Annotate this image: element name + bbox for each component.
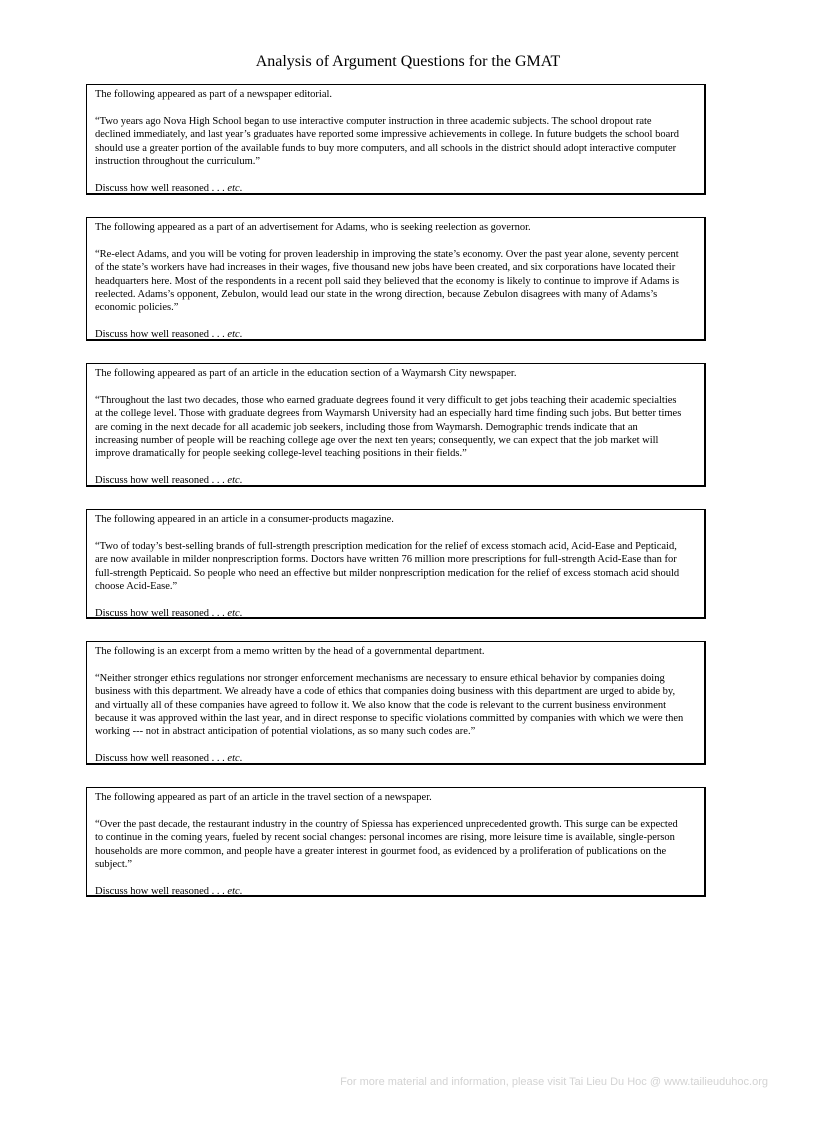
question-box bbox=[86, 84, 706, 195]
spacer bbox=[95, 101, 696, 114]
discuss-text: Discuss how well reasoned . . . bbox=[95, 182, 225, 194]
etc-text: etc bbox=[227, 753, 240, 765]
discuss-text: Discuss how well reasoned . . . bbox=[95, 753, 225, 765]
etc-text: etc bbox=[227, 885, 240, 897]
etc-text: etc bbox=[227, 329, 240, 341]
question-intro: The following appeared as part of an article in the travel section of a newspaper. bbox=[95, 792, 432, 803]
discuss-instruction: Discuss how well reasoned . . . etc. bbox=[95, 885, 243, 897]
spacer bbox=[95, 461, 696, 474]
question-intro: The following is an excerpt from a memo written by the head of a governmental department. bbox=[95, 646, 485, 657]
page-title: Analysis of Argument Questions for the GMAT bbox=[255, 53, 561, 70]
question-list bbox=[86, 84, 706, 919]
spacer bbox=[95, 871, 696, 884]
discuss-instruction: Discuss how well reasoned . . . etc. bbox=[95, 753, 243, 765]
spacer bbox=[95, 593, 696, 606]
question-box bbox=[86, 363, 706, 487]
question-box bbox=[86, 509, 706, 619]
discuss-text: Discuss how well reasoned . . . bbox=[95, 475, 225, 487]
spacer bbox=[95, 739, 696, 752]
discuss-instruction: Discuss how well reasoned . . . etc. bbox=[95, 475, 243, 487]
discuss-text: Discuss how well reasoned . . . bbox=[95, 607, 225, 619]
spacer bbox=[95, 658, 696, 671]
spacer bbox=[95, 234, 696, 247]
argument-text: “Neither stronger ethics regulations nor stronger enforcement mechanisms are necessary to ensure ethical behavior by companies doing business with this department. We already have a code of ethics that companies doing business with this department are urged to abide by, and virtually all of these companies have agreed to follow it. We also know that the code is relevant to the current business environment because it was approved within the last year, and in direct response to specific violations committed by companies with which we were then working --- not in abstract anticipation of potential violations, as so many such codes are.” bbox=[95, 672, 684, 738]
spacer bbox=[95, 526, 696, 539]
etc-text: etc bbox=[227, 607, 240, 619]
argument-text: “Re-elect Adams, and you will be voting for proven leadership in improving the state’s economy. Over the past year alone, seventy percent of the state’s workers have had increases in their wages, five thousand new jobs have been created, and six corporations have located their headquarters here. Most of the respondents in a recent poll said they believed that the economy is likely to continue to improve if Adams is reelected. Adams’s opponent, Zebulon, would lead our state in the wrong direction, because Zebulon disagrees with many of Adams’s economic policies.” bbox=[95, 248, 680, 314]
argument-text: “Over the past decade, the restaurant industry in the country of Spiessa has experienced unprecedented growth. This surge can be expected to continue in the coming years, fueled by recent social changes: personal incomes are rising, more leisure time is available, single-person households are more common, and people have a greater interest in gourmet food, as evidenced by a proliferation of publications on the subject.” bbox=[95, 818, 678, 871]
question-box bbox=[86, 787, 706, 897]
question-intro: The following appeared as part of an article in the education section of a Waymarsh City newspaper. bbox=[95, 368, 517, 379]
argument-text: “Two years ago Nova High School began to use interactive computer instruction in three academic subjects. The school dropout rate declined immediately, and last year’s graduates have reported some impressive achievements in college. In future budgets the school board should use a greater portion of the available funds to buy more computers, and all schools in the district should adopt interactive computer instruction throughout the curriculum.” bbox=[95, 115, 680, 168]
question-box bbox=[86, 641, 706, 765]
spacer bbox=[95, 804, 696, 817]
question-intro: The following appeared as part of a newspaper editorial. bbox=[95, 89, 333, 100]
question-box bbox=[86, 217, 706, 341]
argument-text: “Throughout the last two decades, those who earned graduate degrees found it very difficult to get jobs teaching their academic specialties at the college level. Those with graduate degrees from Waymarsh University had an especially hard time finding such jobs. But better times are coming in the next decade for all academic job seekers, including those from Waymarsh. Demographic trends indicate that an increasing number of people will be reaching college age over the next ten years; consequently, we can expect that the job market will improve dramatically for people seeking college-level teaching positions in their fields.” bbox=[95, 394, 682, 460]
spacer bbox=[95, 168, 696, 181]
discuss-instruction: Discuss how well reasoned . . . etc. bbox=[95, 182, 243, 194]
spacer bbox=[95, 380, 696, 393]
argument-text: “Two of today’s best-selling brands of full-strength prescription medication for the relief of excess stomach acid, Acid-Ease and Pepticaid, are now available in milder nonprescription forms. Doctors have written 76 million more prescriptions for full-strength Acid-Ease than for full-strength Pepticaid. So people who need an effective but milder nonprescription medication for the relief of excess stomach acid should choose Acid-Ease.” bbox=[95, 540, 680, 593]
discuss-instruction: Discuss how well reasoned . . . etc. bbox=[95, 329, 243, 341]
question-intro: The following appeared in an article in a consumer-products magazine. bbox=[95, 514, 394, 525]
spacer bbox=[95, 315, 696, 328]
etc-text: etc bbox=[227, 182, 240, 194]
discuss-text: Discuss how well reasoned . . . bbox=[95, 329, 225, 341]
discuss-text: Discuss how well reasoned . . . bbox=[95, 885, 225, 897]
footer-watermark-text: For more material and information, please visit Tai Lieu Du Hoc @ www.tailieuduhoc.org bbox=[340, 1076, 768, 1088]
etc-text: etc bbox=[227, 475, 240, 487]
question-intro: The following appeared as a part of an advertisement for Adams, who is seeking reelection as governor. bbox=[95, 222, 531, 233]
discuss-instruction: Discuss how well reasoned . . . etc. bbox=[95, 607, 243, 619]
